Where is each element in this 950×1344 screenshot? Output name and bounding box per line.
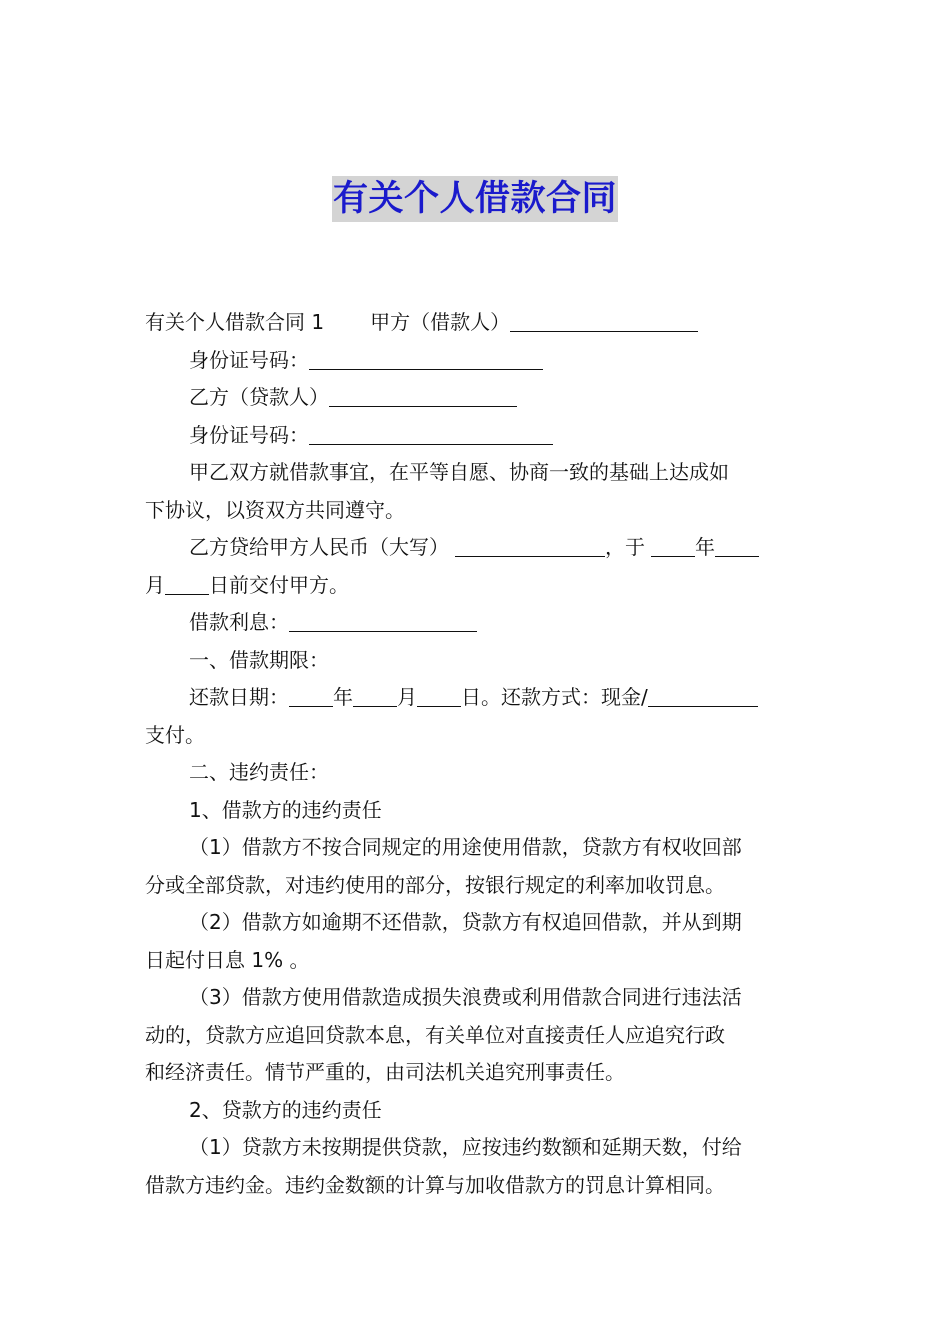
paragraph-line: [145, 1054, 807, 1092]
paragraph-line: [145, 567, 807, 605]
subsection-heading: [145, 1092, 807, 1130]
title-block: [0, 176, 950, 222]
clause-text: （1）借款方不按合同规定的用途使用借款，贷款方有权收回部: [189, 835, 742, 859]
paragraph-line: [145, 829, 807, 867]
paragraph-line: [145, 867, 807, 905]
year-label: 年: [695, 535, 715, 559]
paragraph-line: [145, 942, 807, 980]
document-body: [145, 304, 807, 1204]
year-label: 年: [333, 685, 353, 709]
paragraph-line: [145, 717, 807, 755]
paragraph-line: [145, 379, 807, 417]
section-heading: [145, 754, 807, 792]
payment-text: 支付。: [145, 722, 205, 747]
section-term-heading: 一、借款期限：: [189, 647, 329, 672]
paragraph-line: [145, 679, 807, 717]
party-a-id-blank: [309, 347, 543, 370]
clause-text: （3）借款方使用借款造成损失浪费或利用借款合同进行违法活: [189, 985, 742, 1009]
agreement-intro-text: 甲乙双方就借款事宜，在平等自愿、协商一致的基础上达成如: [189, 460, 729, 484]
document-title: 有关个人借款合同: [332, 176, 618, 222]
repayment-method-blank: [648, 684, 758, 707]
party-a-blank: [510, 309, 698, 332]
month-label: 月: [145, 572, 165, 597]
repay-day-blank: [417, 684, 461, 707]
subsection-heading: [145, 792, 807, 830]
lender-liability-heading: 2、贷款方的违约责任: [189, 1097, 382, 1122]
loan-amount-label: 乙方贷给甲方人民币（大写）: [189, 535, 449, 559]
day-blank: [165, 572, 209, 595]
repay-year-blank: [289, 684, 333, 707]
paragraph-line: [145, 1017, 807, 1055]
delivery-text: 日前交付甲方。: [209, 572, 349, 597]
party-b-id-blank: [309, 422, 553, 445]
month-blank: [715, 534, 759, 557]
agreement-intro-text: 下协议，以资双方共同遵守。: [145, 497, 405, 522]
paragraph-line: [145, 417, 807, 455]
interest-label: 借款利息：: [189, 610, 289, 634]
party-b-blank: [329, 384, 517, 407]
paragraph-line: [145, 1167, 807, 1205]
section-liability-heading: 二、违约责任：: [189, 760, 329, 784]
clause-text: 动的，贷款方应追回贷款本息，有关单位对直接责任人应追究行政: [145, 1022, 725, 1047]
clause-text: 和经济责任。情节严重的，由司法机关追究刑事责任。: [145, 1060, 625, 1084]
paragraph-line: [145, 304, 807, 342]
repay-month-blank: [353, 684, 397, 707]
clause-text: 分或全部贷款，对违约使用的部分，按银行规定的利率加收罚息。: [145, 872, 725, 897]
clause-text: （2）借款方如逾期不还借款，贷款方有权追回借款，并从到期: [189, 910, 742, 934]
section-heading: [145, 642, 807, 680]
repayment-method-label: 日。还款方式：现金/: [461, 685, 648, 709]
paragraph-line: [145, 529, 807, 567]
clause-text: 日起付日息 1% 。: [145, 947, 310, 972]
paragraph-line: [145, 979, 807, 1017]
party-a-label: 甲方（借款人）: [370, 310, 511, 334]
paragraph-line: [145, 1129, 807, 1167]
paragraph-line: [145, 904, 807, 942]
interest-blank: [289, 609, 477, 632]
paragraph-line: [145, 342, 807, 380]
loan-date-text: ，于: [605, 535, 645, 559]
contract-heading: 有关个人借款合同 1: [145, 310, 325, 334]
borrower-liability-heading: 1、借款方的违约责任: [189, 797, 382, 822]
repayment-date-label: 还款日期：: [189, 685, 289, 709]
loan-amount-blank: [455, 534, 605, 557]
year-blank: [651, 534, 695, 557]
party-a-id-label: 身份证号码：: [189, 347, 309, 372]
clause-text: （1）贷款方未按期提供贷款，应按违约数额和延期天数，付给: [189, 1135, 742, 1159]
paragraph-line: [145, 454, 807, 492]
party-b-id-label: 身份证号码：: [189, 422, 309, 447]
clause-text: 借款方违约金。违约金数额的计算与加收借款方的罚息计算相同。: [145, 1172, 725, 1197]
paragraph-line: [145, 604, 807, 642]
paragraph-line: [145, 492, 807, 530]
month-label: 月: [397, 685, 417, 709]
party-b-label: 乙方（贷款人）: [189, 385, 329, 409]
